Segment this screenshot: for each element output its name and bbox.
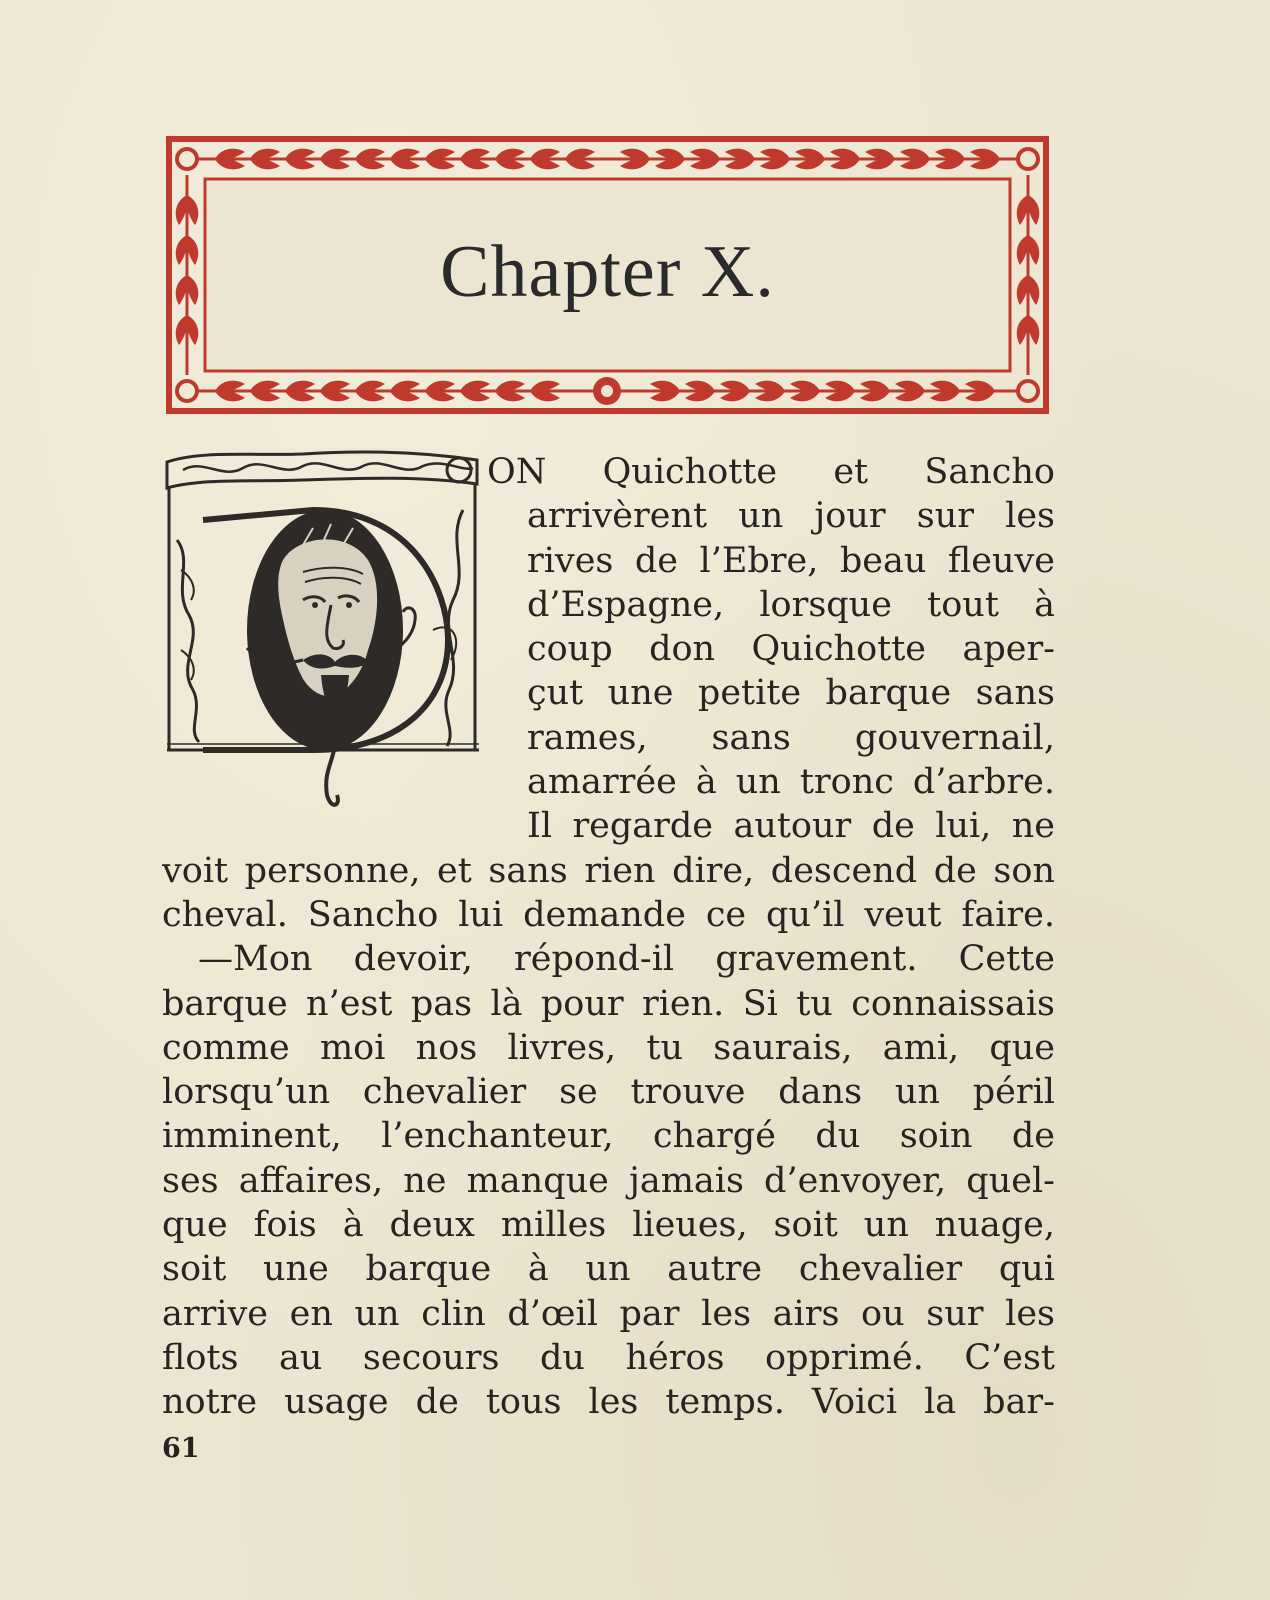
text-line: d’Espagne, lorsque tout à (527, 584, 1055, 625)
chapter-title: Chapter X. (440, 231, 775, 313)
chapter-header-frame (165, 135, 1050, 415)
text-line: çut une petite barque sans (527, 673, 1055, 714)
text-line: cheval. Sancho lui demande ce qu’il veut faire. (162, 894, 1055, 935)
text-line: arrivèrent un jour sur les (527, 496, 1055, 537)
page-number: 61 (162, 1433, 200, 1464)
body-text (162, 450, 1055, 1425)
text-line: lorsqu’un chevalier se trouve dans un péril (162, 1072, 1055, 1113)
text-line: que fois à deux milles lieues, soit un nuage, (162, 1205, 1055, 1246)
text-line: voit personne, et sans rien dire, descend de son (162, 850, 1055, 891)
text-line: Il regarde autour de lui, ne (527, 806, 1055, 847)
text-line: ses affaires, ne manque jamais d’envoyer, quel- (162, 1160, 1055, 1201)
text-line: —Mon devoir, répond-il gravement. Cette (198, 939, 1055, 980)
text-line: notre usage de tous les temps. Voici la bar- (162, 1382, 1055, 1423)
text-line: rives de l’Ebre, beau fleuve (527, 540, 1055, 581)
text-line: imminent, l’enchanteur, chargé du soin de (162, 1116, 1055, 1157)
text-line: arrive en un clin d’œil par les airs ou sur les (162, 1293, 1055, 1334)
text-line: comme moi nos livres, tu saurais, ami, que (162, 1027, 1055, 1068)
text-line: barque n’est pas là pour rien. Si tu connaissais (162, 983, 1055, 1024)
text-line: coup don Quichotte aper- (527, 629, 1055, 670)
text-line: soit une barque à un autre chevalier qui (162, 1249, 1055, 1290)
text-line: rames, sans gouvernail, (527, 717, 1055, 758)
text-line: ON Quichotte et Sancho (487, 452, 1055, 492)
text-line: amarrée à un tronc d’arbre. (527, 762, 1055, 803)
text-line: flots au secours du héros opprimé. C’est (162, 1337, 1055, 1378)
